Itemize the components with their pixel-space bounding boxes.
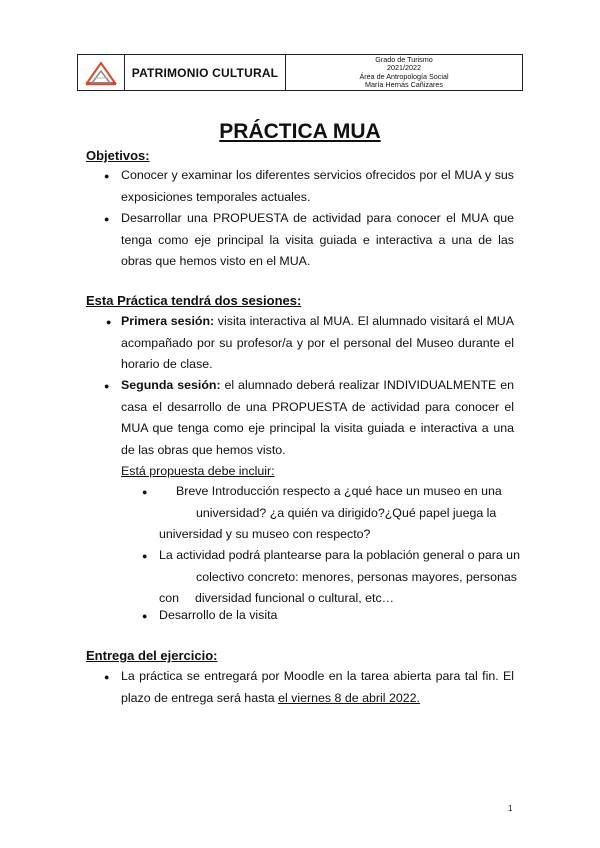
header-degree: Grado de Turismo (375, 55, 433, 65)
primera-sesion-label: Primera sesión: (121, 314, 215, 328)
segunda-sesion-text: el alumnado deberá realizar INDIVIDUALMENTE en casa el desarrollo de una PROPUESTA de actividad para conocer el MUA que tenga como eje principal la visita guiada e interactiva a una de las obras que hemos visto. (121, 378, 514, 457)
bullet-icon: ● (104, 672, 110, 682)
propuesta-heading: Está propuesta debe incluir: (121, 464, 275, 478)
propuesta-item-2-line1: La actividad podrá plantearse para la población general o para un (159, 548, 520, 562)
propuesta-item-1-line1: Breve Introducción respecto a ¿qué hace un museo en una (176, 484, 502, 498)
document-header (77, 54, 523, 91)
primera-sesion (121, 311, 514, 376)
sesiones-heading: Esta Práctica tendrá dos sesiones: (86, 293, 302, 308)
bullet-icon: ● (142, 551, 148, 561)
document-title: PRÁCTICA MUA (219, 120, 381, 143)
entrega-text (121, 666, 514, 709)
header-info (286, 55, 522, 90)
propuesta-item-1-line2: universidad? ¿a quién va dirigido?¿Qué papel juega la (196, 505, 497, 520)
propuesta-item-1-line3: universidad y su museo con respecto? (159, 527, 371, 541)
propuesta-item-2-line3-b: diversidad funcional o cultural, etc… (194, 591, 395, 605)
university-logo (78, 55, 125, 90)
propuesta-item-1 (159, 481, 502, 546)
propuesta-item-2 (159, 545, 520, 610)
logo-icon (84, 59, 118, 87)
header-author: María Hernás Cañizares (365, 79, 443, 89)
entrega-body: La práctica se entregará por Moodle en la tarea abierta para tal fin. El plazo de entrega será hasta (121, 669, 514, 705)
page-number: 1 (508, 804, 513, 813)
objetivo-item-2: Desarrollar una PROPUESTA de actividad para conocer el MUA que tenga como eje principal la visita guiada e interactiva a una de las obras que hemos visto en el MUA. (121, 211, 514, 268)
bullet-icon: ● (142, 487, 148, 497)
segunda-sesion (121, 375, 514, 461)
bullet-icon: ● (104, 214, 110, 224)
entrega-date: el viernes 8 de abril 2022. (278, 690, 420, 705)
entrega-heading: Entrega del ejercicio: (86, 648, 218, 663)
header-year: 2021/2022 (387, 63, 421, 73)
bullet-icon: ● (142, 611, 148, 621)
bullet-icon: ● (104, 381, 110, 391)
bullet-icon: ● (106, 317, 112, 327)
primera-sesion-text: visita interactiva al MUA. El alumnado visitará el MUA acompañado por su profesor/a y por el personal del Museo durante el horario de clase. (121, 314, 514, 371)
objetivos-heading: Objetivos: (86, 148, 150, 163)
objetivo-item-1: Conocer y examinar los diferentes servicios ofrecidos por el MUA y sus exposiciones temporales actuales. (121, 168, 514, 204)
bullet-icon: ● (104, 171, 110, 181)
header-title: PATRIMONIO CULTURAL (125, 55, 286, 90)
propuesta-item-2-line2: colectivo concreto: menores, personas mayores, personas (196, 569, 517, 584)
propuesta-item-2-line3-a: con (159, 591, 179, 605)
segunda-sesion-label: Segunda sesión: (121, 378, 221, 392)
header-area: Área de Antropología Social (359, 71, 449, 81)
propuesta-item-3: Desarrollo de la visita (159, 608, 278, 622)
